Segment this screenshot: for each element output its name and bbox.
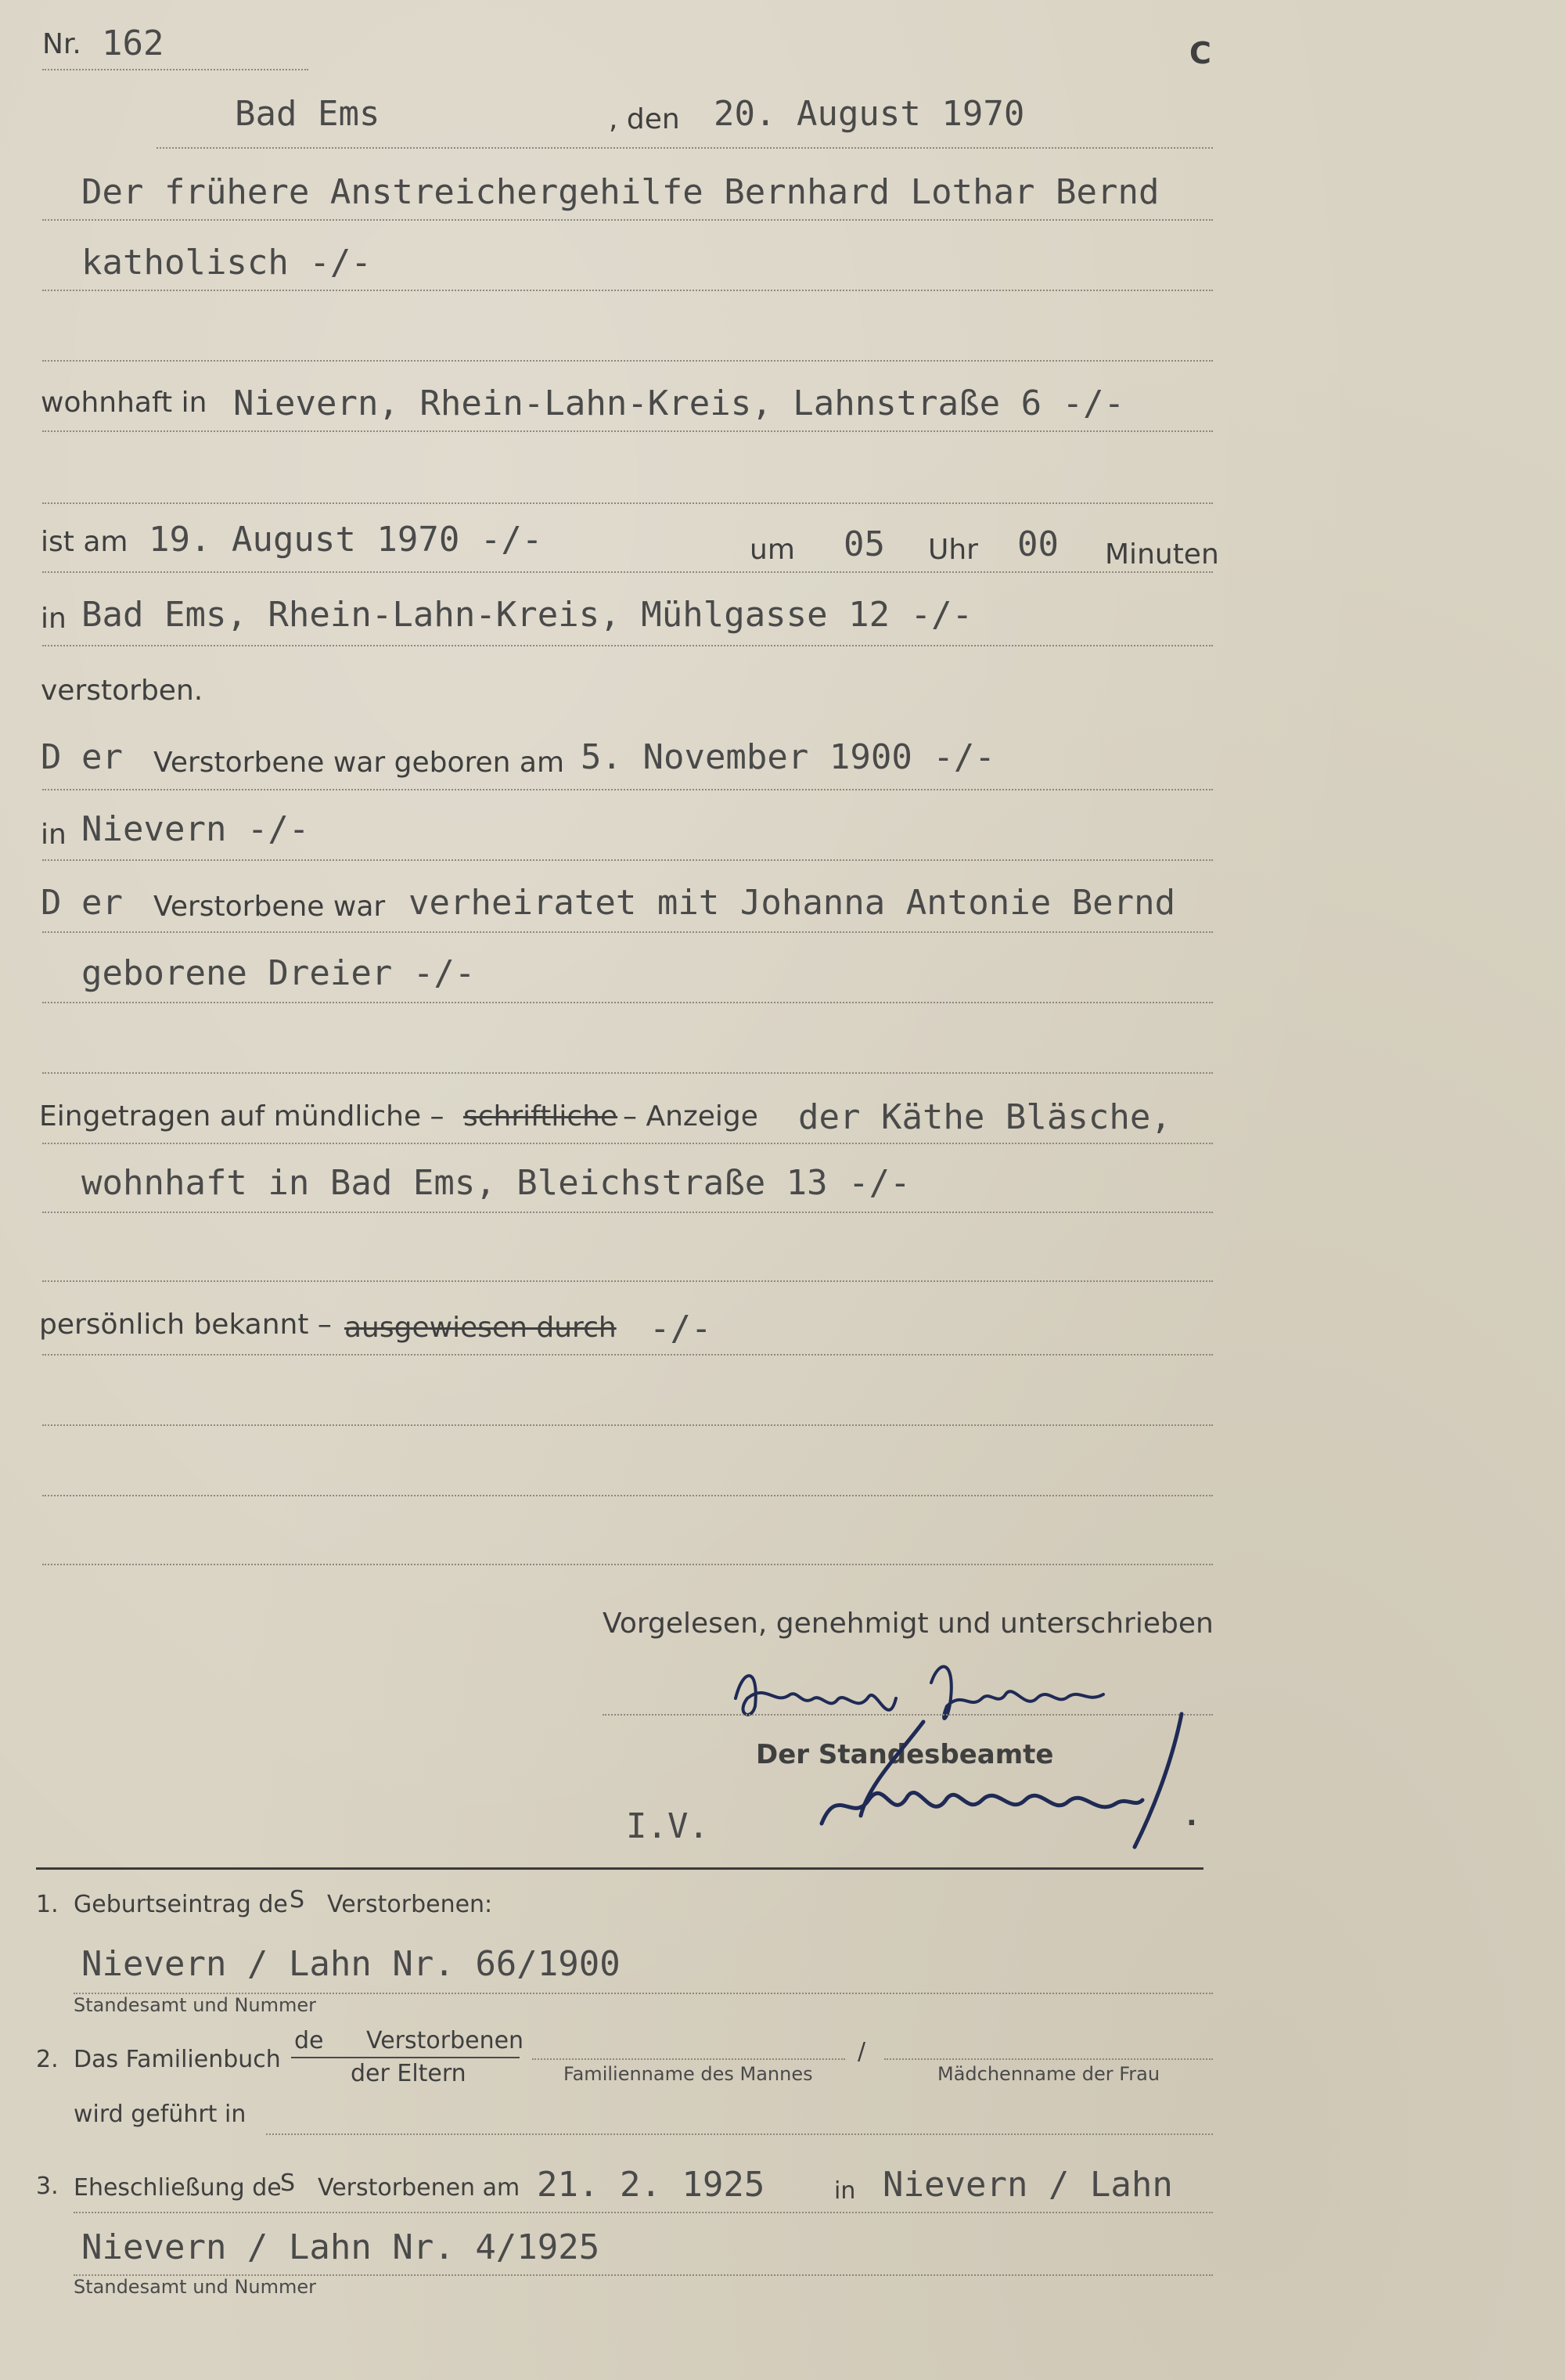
dotted-line <box>42 1424 1213 1426</box>
minuten-label: Minuten <box>1105 538 1219 571</box>
uhr-label: Uhr <box>928 534 978 566</box>
identity-label-struck: ausgewiesen durch <box>344 1312 617 1344</box>
dotted-line <box>42 789 1213 790</box>
note-2-option-top-b: Verstorbenen <box>366 2027 524 2054</box>
note-3-caption: Standesamt und Nummer <box>74 2276 317 2298</box>
entry-number: 162 <box>102 23 164 63</box>
dotted-line <box>74 2212 1213 2213</box>
person-line-1: Der frühere Anstreichergehilfe Bernhard Lothar Bernd <box>81 172 1160 212</box>
note-3-label-a: Eheschließung de <box>74 2174 282 2202</box>
note-1-label-b: Verstorbenen: <box>327 1891 493 1918</box>
note-1-label-a: Geburtseintrag de <box>74 1891 288 1918</box>
birth-article: er <box>81 737 123 777</box>
note-1-label-s: S <box>290 1886 305 1914</box>
note-2-number: 2. <box>36 2046 59 2073</box>
death-date-label: ist am <box>41 526 128 558</box>
den-label: , den <box>609 103 680 135</box>
dotted-line <box>42 1354 1213 1356</box>
identity-value: -/- <box>649 1309 712 1348</box>
report-label-b: – Anzeige <box>623 1100 758 1132</box>
identity-label-a: persönlich bekannt – <box>39 1309 332 1341</box>
note-2-option-top-a: de <box>294 2027 324 2054</box>
death-hour: 05 <box>844 524 885 564</box>
registrar-label: Der Standesbeamte <box>756 1739 1054 1770</box>
option-divider <box>291 2057 520 2058</box>
person-line-2: katholisch -/- <box>81 243 372 283</box>
note-2-caption-wife: Mädchenname der Frau <box>937 2063 1160 2085</box>
signature-period: . <box>1186 1800 1197 1832</box>
um-label: um <box>750 534 795 566</box>
note-2-label: Das Familienbuch <box>74 2046 281 2073</box>
note-3-value: Nievern / Lahn Nr. 4/1925 <box>81 2227 600 2267</box>
form-letter: C <box>1189 36 1211 70</box>
death-date: 19. August 1970 -/- <box>149 520 543 560</box>
birth-prefix: D <box>41 737 62 777</box>
dotted-line <box>42 1143 1213 1144</box>
dotted-line <box>532 2058 845 2060</box>
birth-date: 5. November 1900 -/- <box>581 737 995 777</box>
note-1-caption: Standesamt und Nummer <box>74 1994 317 2016</box>
dotted-line <box>42 219 1213 221</box>
marriage-prefix: D <box>41 883 62 923</box>
note-3-place: Nievern / Lahn <box>883 2165 1173 2205</box>
dotted-line <box>266 2133 1213 2135</box>
marriage-line-1: verheiratet mit Johanna Antonie Bernd <box>408 883 1176 923</box>
verstorben-label: verstorben. <box>41 675 203 707</box>
marriage-article: er <box>81 883 123 923</box>
birth-label: Verstorbene war geboren am <box>153 747 565 779</box>
note-3-label-b: Verstorbenen am <box>318 2174 520 2202</box>
note-2-slash: / <box>858 2038 866 2065</box>
signature-registrar <box>806 1706 1213 1855</box>
note-3-date: 21. 2. 1925 <box>537 2165 765 2205</box>
residence-value: Nievern, Rhein-Lahn-Kreis, Lahnstraße 6 -/- <box>233 383 1125 423</box>
dotted-line <box>42 1072 1213 1074</box>
dotted-line <box>42 69 308 70</box>
registry-date: 20. August 1970 <box>714 94 1025 134</box>
report-label-struck: schriftliche <box>463 1100 618 1132</box>
note-2-label-2: wird geführt in <box>74 2101 246 2128</box>
birth-place: Nievern -/- <box>81 809 310 849</box>
dotted-line <box>42 645 1213 646</box>
note-1-number: 1. <box>36 1891 59 1918</box>
report-label-a: Eingetragen auf mündliche – <box>39 1100 444 1132</box>
dotted-line <box>884 2058 1213 2060</box>
note-1-value: Nievern / Lahn Nr. 66/1900 <box>81 1944 621 1984</box>
dotted-line <box>42 1280 1213 1282</box>
death-place-label: in <box>41 603 67 635</box>
note-3-label-s: S <box>280 2169 296 2197</box>
note-2-option-bottom: der Eltern <box>351 2060 466 2087</box>
death-place: Bad Ems, Rhein-Lahn-Kreis, Mühlgasse 12 -/- <box>81 595 973 635</box>
iv-label: I.V. <box>626 1806 709 1846</box>
marriage-label: Verstorbene war <box>153 891 386 923</box>
dotted-line <box>42 931 1213 933</box>
dotted-line <box>156 147 1213 149</box>
note-3-in: in <box>834 2177 856 2205</box>
birth-place-label: in <box>41 819 67 851</box>
nr-label: Nr. <box>42 28 81 60</box>
dotted-line <box>42 1495 1213 1496</box>
dotted-line <box>42 502 1213 504</box>
report-line-2: wohnhaft in Bad Ems, Bleichstraße 13 -/- <box>81 1163 911 1203</box>
registry-place: Bad Ems <box>235 94 380 134</box>
dotted-line <box>42 1564 1213 1565</box>
dotted-line <box>42 859 1213 861</box>
separator-line <box>36 1867 1203 1870</box>
dotted-line <box>42 1002 1213 1003</box>
closing-statement: Vorgelesen, genehmigt und unterschrieben <box>603 1608 1214 1640</box>
residence-label: wohnhaft in <box>41 387 207 419</box>
dotted-line <box>42 360 1213 362</box>
report-line-1: der Käthe Bläsche, <box>798 1097 1171 1137</box>
death-minutes: 00 <box>1017 524 1059 564</box>
dotted-line <box>42 430 1213 432</box>
note-2-caption-man: Familienname des Mannes <box>563 2063 813 2085</box>
marriage-line-2: geborene Dreier -/- <box>81 953 476 993</box>
dotted-line <box>42 1212 1213 1213</box>
dotted-line <box>42 571 1213 573</box>
note-3-number: 3. <box>36 2173 59 2200</box>
dotted-line <box>42 290 1213 291</box>
